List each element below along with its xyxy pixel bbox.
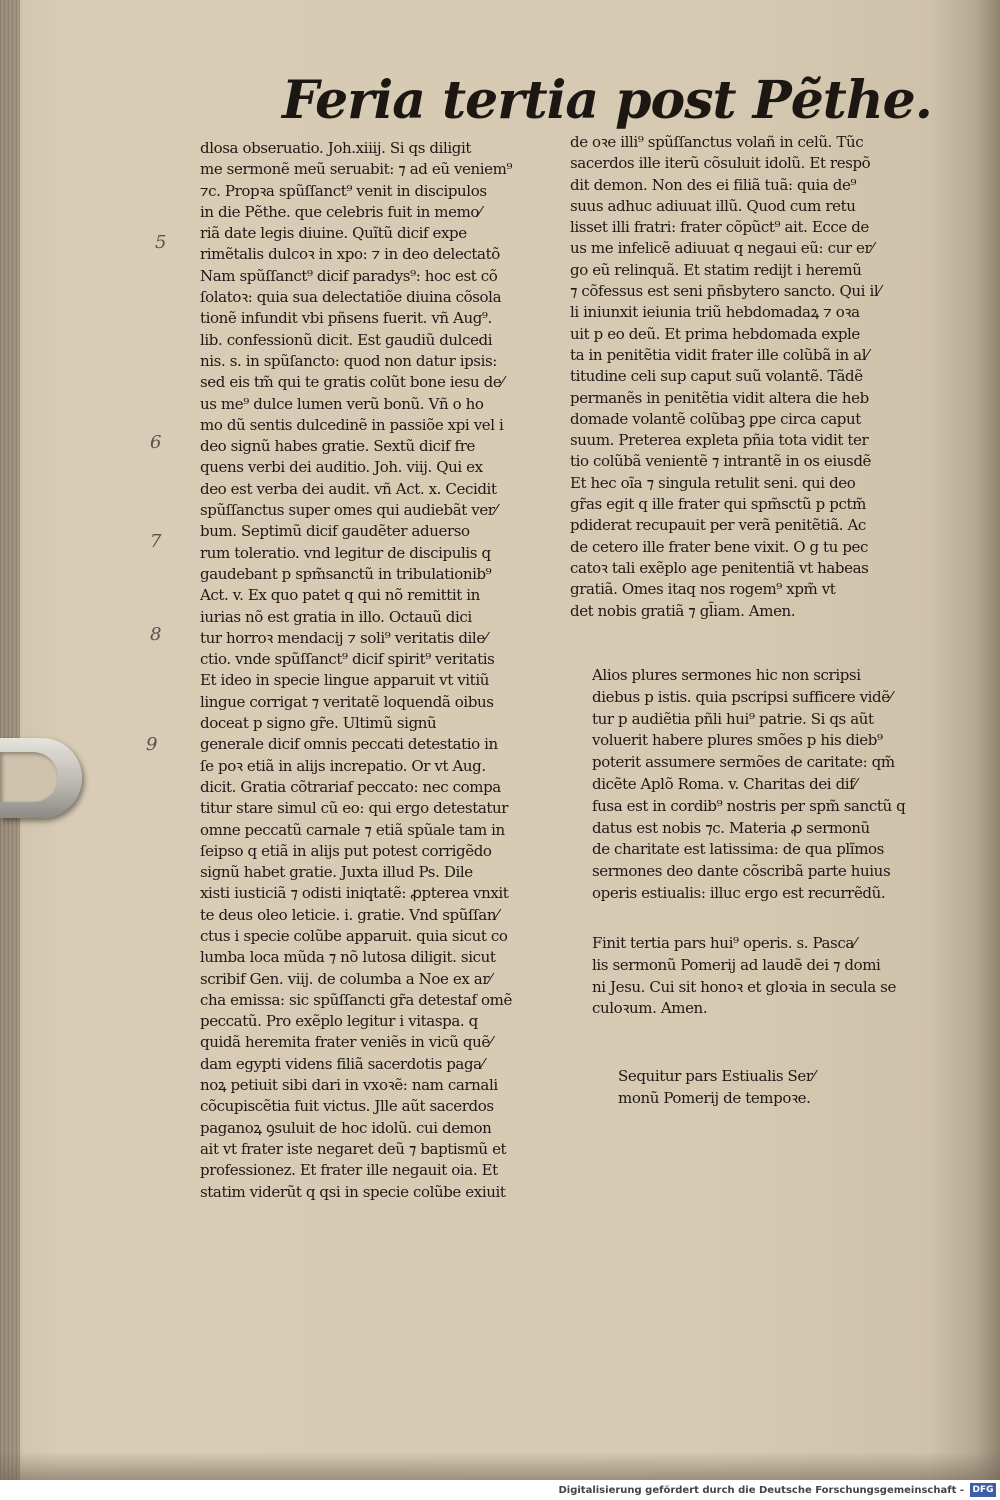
sequitur-paragraph [618,1066,908,1110]
text-line: deo signũ habes gratie. Sextũ dicif fre [200,437,475,456]
text-line: suus adhuc adiuuat illũ. Quod cum retu [570,196,856,215]
text-line: fusa est in cordib⁹ nostris per spm̃ sanctũ q [592,796,906,815]
text-line: ctus i specie colũbe apparuit. quia sicut co [200,926,508,945]
margin-number: 8 [150,624,162,645]
text-line: Finit tertia pars hui⁹ operis. s. Pasca⁄ [592,934,857,952]
text-line: professionez. Et frater ille negauit oia. Et [200,1161,498,1180]
text-line: lingue corrigat ⁊ veritatẽ loquendã oibus [200,692,494,711]
text-line: lisset illi fratri: frater cõpũct⁹ ait. Ecce de [570,218,869,237]
text-line: dicit. Gratia cõtrariaf peccato: nec compa [200,777,501,796]
text-line: ſolatoꝛ: quia sua delectatiõe diuina cõsola [200,288,502,307]
text-line: titur stare simul cũ eo: qui ergo detestatur [200,799,509,818]
text-line: me sermonẽ meũ seruabit: ⁊ ad eũ veniem⁹ [200,160,513,179]
text-line: scribif Gen. viij. de columba a Noe ex ar⁄ [200,969,492,988]
text-line: spũſſanctus super omes qui audiebãt ver⁄ [200,501,497,520]
text-line: peccatũ. Pro exẽplo legitur i vitaspa. q [200,1012,478,1031]
text-line: catoꝛ tali exẽplo age penitentiã vt habeas [570,558,869,577]
funding-credit: Digitalisierung gefördert durch die Deutsche Forschungsgemeinschaft - [558,1484,964,1496]
text-line: ait vt frater iste negaret deũ ⁊ baptismũ et [200,1139,507,1158]
text-line: lib. confessionũ dicit. Est gaudiũ dulcedi [200,330,493,349]
text-line: voluerit habere plures smões p his dieb⁹ [592,731,883,750]
text-line: suum. Preterea expleta pñia tota vidit ter [570,431,869,450]
text-line: statim viderũt q qsi in specie colũbe exiuit [200,1182,506,1201]
text-line: quens verbi dei auditio. Joh. viij. Qui ex [200,458,483,477]
text-line: riã date legis diuine. Quĩtũ dicif expe [200,224,467,243]
text-line: gaudebant p spm̃sanctũ in tribulationib⁹ [200,564,492,583]
text-line: domade volantẽ colũbaꝫ ꝑpe circa caput [570,409,861,428]
text-line: diebus p istis. quia pscripsi sufficere vidẽ⁄ [592,687,892,706]
text-line: Nam spũſſanct⁹ dicif paradys⁹: hoc est cõ [200,266,498,285]
text-line: bum. Septimũ dicif gaudẽter aduerso [200,522,470,541]
text-line: ſe poꝛ etiã in alijs increpatio. Or vt Aug. [200,756,486,775]
text-line: permanẽs in penitẽtia vidit altera die heb [570,388,869,407]
margin-number: 7 [150,531,162,552]
text-line: culoꝛum. Amen. [592,999,708,1018]
text-line: dlosa obseruatio. Joh.xiiij. Si qs diligit [200,139,471,157]
text-line: omne peccatũ carnale ⁊ etiã spũale tam in [200,820,505,839]
text-line: Et ideo in specie lingue apparuit vt vitiũ [200,671,489,690]
text-line: rum toleratio. vnd legitur de discipulis q [200,543,491,562]
text-line: tionẽ infundit vbi pñsens fuerit. vñ Aug⁹. [200,309,492,328]
text-line: cha emissa: sic spũſſancti gr̃a detestaf omẽ [200,990,512,1009]
text-line: de cetero ille frater bene vixit. O g tu pec [570,537,868,556]
text-line: tur horroꝛ mendacij ⁊ soli⁹ veritatis dile⁄ [200,628,487,647]
text-line: xisti iusticiã ⁊ odisti iniqtatẽ: ꝓpterea vnxit [200,884,509,903]
text-line: sacerdos ille iterũ cõsuluit idolũ. Et respõ [570,154,871,173]
text-line: poterit assumere sermões de caritate: qm̃ [592,753,895,772]
text-line: Alios plures sermones hic non scripsi [592,666,861,684]
text-line: lis sermonũ Pomerij ad laudẽ dei ⁊ domi [592,955,881,974]
text-line: li iniunxit ieiunia triũ hebdomadaꝝ ⁊ oꝛa [570,303,860,322]
text-line: Act. v. Ex quo patet q qui nõ remittit in [200,586,480,605]
text-line: nis. s. in spũſancto: quod non datur ipsis: [200,351,497,370]
text-line: pdiderat recupauit per verã penitẽtiã. Ac [570,516,866,535]
text-line: dicẽte Aplõ Roma. v. Charitas dei dif⁄ [592,774,857,793]
text-line: us me⁹ dulce lumen verũ bonũ. Vñ o ho [200,394,484,413]
closing-paragraph [592,665,927,905]
text-column-right [570,132,920,622]
text-line: det nobis gratiã ⁊ gl̃iam. Amen. [570,601,796,620]
text-line: lumba loca mũda ⁊ nõ lutosa diligit. sicut [200,948,496,967]
text-line: ⁊ cõfessus est seni pñsbytero sancto. Qui il⁄ [570,282,881,301]
text-line: doceat p signo gr̃e. Ultimũ signũ [200,714,437,733]
text-line: tur p audiẽtia pñli hui⁹ patrie. Si qs aũt [592,709,874,728]
text-line: Sequitur pars Estiualis Ser⁄ [618,1067,815,1085]
page-clip-inner [0,752,58,802]
text-line: datus est nobis ⁊c. Materia ꝓ sermonũ [592,818,870,837]
text-line: us me infelicẽ adiuuat q negaui eũ: cur er⁄ [570,239,874,258]
text-column-left [200,138,560,1203]
text-line: dit demon. Non des ei filiã tuã: quia de⁹ [570,175,857,194]
margin-number: 9 [146,734,158,755]
text-line: go eũ relinquã. Et statim redijt i heremũ [570,260,862,279]
text-line: Et hec oĩa ⁊ singula retulit seni. qui deo [570,473,856,492]
text-line: sermones deo dante cõscribã parte huius [592,862,891,881]
text-line: iurias nõ est gratia in illo. Octauũ dici [200,607,472,626]
text-line: sed eis tm̃ qui te gratis colũt bone iesu de⁄ [200,373,504,392]
text-line: tio colũbã venientẽ ⁊ intrantẽ in os eiusdẽ [570,452,872,471]
text-line: operis estiualis: illuc ergo est recurrẽdũ. [592,883,886,902]
text-line: ta in penitẽtia vidit frater ille colũbã in al⁄ [570,345,869,364]
text-line: deo est verba dei audit. vñ Act. x. Cecidit [200,479,497,498]
text-line: cõcupiscẽtia fuit victus. Jlle aũt sacerdos [200,1097,494,1116]
text-line: ni Jesu. Cui sit honoꝛ et gloꝛia in secula se [592,977,896,996]
text-line: in die Pẽthe. que celebris fuit in memo⁄ [200,202,482,221]
text-line: quidã heremita frater veniẽs in vicũ quẽ⁄ [200,1033,492,1052]
text-line: de charitate est latissima: de qua plĩmos [592,840,884,859]
text-line: te deus oleo leticie. i. gratie. Vnd spũſſan⁄ [200,905,499,924]
text-line: ctio. vnde spũſſanct⁹ dicif spirit⁹ veritatis [200,650,495,669]
text-line: signũ habet gratie. Juxta illud Ps. Dile [200,863,473,882]
explicit-paragraph [592,933,927,1020]
text-line: ſeipso q etiã in alijs put potest corrigẽdo [200,841,492,860]
digitization-footer [0,1480,1000,1500]
text-line: de oꝛe illi⁹ spũſſanctus volañ in celũ. Tũc [570,133,864,151]
margin-number: 6 [150,432,162,453]
text-line: gr̃as egit q ille frater qui spm̃sctũ p pctm̃ [570,495,866,514]
text-line: noꝝ petiuit sibi dari in vxoꝛẽ: nam carnali [200,1076,498,1095]
text-line: monũ Pomerij de tempoꝛe. [618,1088,811,1107]
text-line: mo dũ sentis dulcedinẽ in passiõe xpi vel i [200,415,504,434]
text-line: rimẽtalis dulcoꝛ in xpo: ⁊ in deo delectatõ [200,245,500,264]
text-line: dam egypti videns filiã sacerdotis paga⁄ [200,1054,484,1073]
text-line: paganoꝝ ꝯsuluit de hoc idolũ. cui demon [200,1118,492,1137]
margin-number: 5 [155,232,167,253]
page-edge-bottom [0,1452,1000,1482]
text-line: gratiã. Omes itaq nos rogem⁹ xpm̃ vt [570,580,836,599]
text-line: titudine celi sup caput suũ volantẽ. Tãdẽ [570,367,863,386]
text-line: ⁊c. Propꝛa spũſſanct⁹ venit in discipulos [200,181,487,200]
text-line: uit p eo deũ. Et prima hebdomada exple [570,324,860,343]
text-line: generale dicif omnis peccati detestatio in [200,735,498,754]
dfg-logo: DFG [970,1483,996,1497]
running-heading: Feria tertia post Pẽthe. [282,70,932,131]
